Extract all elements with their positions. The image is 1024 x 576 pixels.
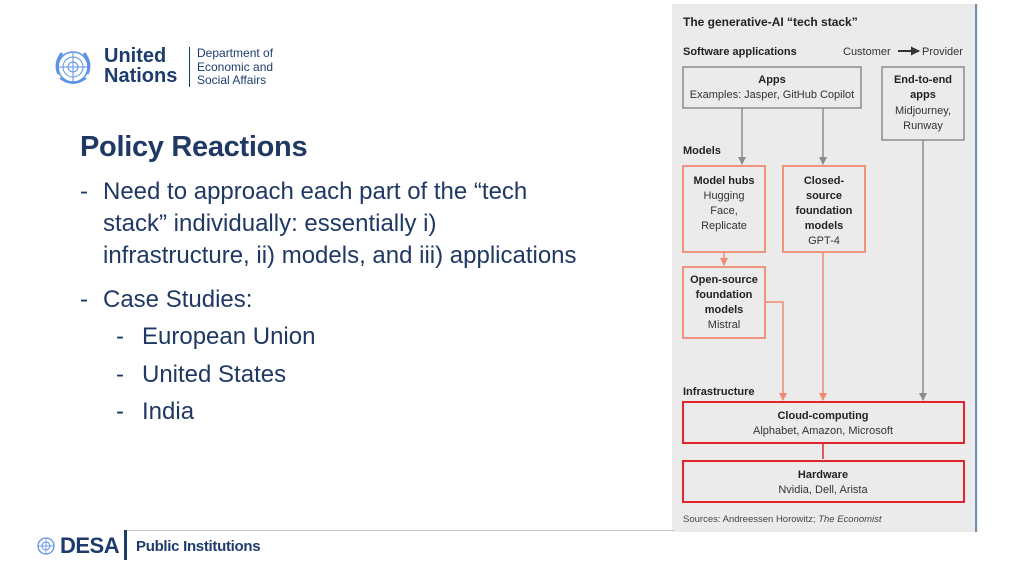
sub-bullet-eu: European Union: [142, 323, 316, 350]
bullet-case-studies: Case Studies:: [103, 286, 253, 313]
footer-bar: [124, 530, 127, 560]
end-to-end-title-2: apps: [910, 89, 936, 101]
open-source-detail: Mistral: [707, 319, 741, 331]
bullet-line: Need to approach each part of the “tech: [103, 178, 528, 205]
section-models: Models: [683, 145, 721, 157]
hardware-detail: Nvidia, Dell, Arista: [778, 484, 868, 496]
legend-customer: Customer: [843, 46, 891, 58]
dept-line2: Economic and: [197, 59, 274, 74]
diagram-title: The generative-AI “tech stack”: [683, 15, 858, 29]
bullet-dash: -: [80, 178, 88, 205]
un-name-line1: United: [104, 45, 167, 67]
un-name-line2: Nations: [104, 65, 178, 87]
bullet-tech-stack: [103, 176, 577, 272]
sub-bullet-dash: -: [116, 361, 124, 388]
sub-bullet-us: United States: [142, 361, 287, 388]
department-name: [197, 47, 273, 88]
apps-detail: Examples: Jasper, GitHub Copilot: [689, 89, 855, 101]
closed-source-detail: GPT-4: [808, 235, 840, 247]
closed-source-title-4: models: [804, 220, 844, 232]
source-prefix: Sources: Andreessen Horowitz;: [683, 514, 819, 525]
tech-stack-diagram: [672, 4, 978, 532]
logo-divider: [189, 47, 190, 87]
open-source-title-1: Open-source: [690, 274, 758, 286]
bullet-dash: -: [80, 286, 88, 313]
slide-title: Policy Reactions: [80, 131, 308, 163]
section-infrastructure: Infrastructure: [683, 386, 755, 398]
model-hubs-detail-3: Replicate: [701, 220, 747, 232]
closed-source-title-3: foundation: [795, 205, 853, 217]
cloud-detail: Alphabet, Amazon, Microsoft: [752, 425, 894, 437]
un-emblem-small-icon: [36, 536, 56, 556]
bullet-line: infrastructure, ii) models, and iii) applications: [103, 242, 577, 269]
un-name: [104, 46, 177, 86]
source-publication: The Economist: [818, 514, 882, 525]
footer-divider: [124, 530, 674, 531]
open-source-title-2: foundation: [695, 289, 753, 301]
cloud-title: Cloud-computing: [777, 410, 869, 422]
un-emblem-icon: [50, 44, 96, 90]
model-hubs-title: Model hubs: [693, 175, 755, 187]
diagram-source: [683, 514, 882, 525]
sub-bullet-dash: -: [116, 398, 124, 425]
apps-title: Apps: [758, 74, 786, 86]
dept-line1: Department of: [197, 46, 274, 60]
closed-source-title-2: source: [805, 190, 843, 202]
section-software: Software applications: [683, 46, 797, 58]
dept-line3: Social Affairs: [197, 73, 267, 87]
open-source-title-3: models: [704, 304, 744, 316]
bullet-line: stack” individually: essentially i): [103, 210, 437, 237]
model-hubs-detail-1: Hugging: [703, 190, 745, 202]
legend-provider: Provider: [922, 46, 963, 58]
arrow-open-to-cloud: [765, 302, 783, 400]
sub-bullet-india: India: [142, 398, 195, 425]
sub-bullet-dash: -: [116, 323, 124, 350]
model-hubs-detail-2: Face,: [710, 205, 738, 217]
footer-acronym: DESA: [60, 533, 120, 558]
end-to-end-detail-1: Midjourney,: [894, 105, 952, 117]
end-to-end-detail-2: Runway: [903, 120, 943, 132]
end-to-end-title-1: End-to-end: [893, 74, 953, 86]
closed-source-title-1: Closed-: [803, 175, 845, 187]
footer-unit: Public Institutions: [136, 538, 261, 555]
hardware-title: Hardware: [797, 469, 849, 481]
